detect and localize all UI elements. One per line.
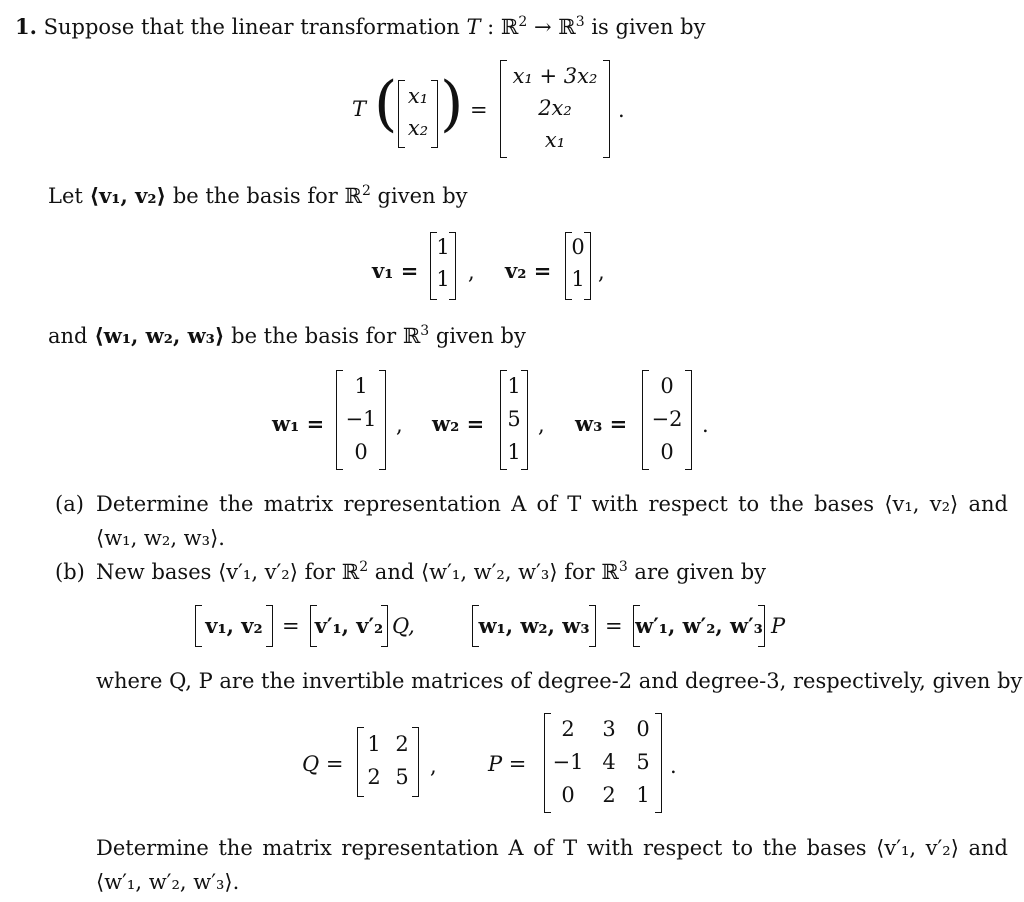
input-vector xyxy=(398,80,438,148)
right-paren: ) xyxy=(440,69,464,139)
transform-period: . xyxy=(618,98,625,122)
final-line2: ⟨w′₁, w′₂, w′₃⟩. xyxy=(96,870,240,894)
final-line1: Determine the matrix representation A of T with respect to the bases ⟨v′₁, v′₂⟩ and xyxy=(96,836,1008,860)
v1-vector: 1 1 xyxy=(430,232,456,300)
part-b-line1: New bases ⟨v′₁, v′₂⟩ for ℝ$^2$ and ⟨w′₁, w′₂, w′₃⟩ for ℝ$^3$ are given by xyxy=(96,559,767,584)
v2-label: v₂ = xyxy=(505,258,552,283)
where-text: where Q, P are the invertible matrices of degree-2 and degree-3, respectively, given by xyxy=(96,669,1023,693)
part-b-label: (b) xyxy=(55,560,85,584)
output-vector xyxy=(500,60,610,158)
codomain-symbol: ℝ$^3$ xyxy=(558,14,585,39)
v2-vector: 0 1 xyxy=(565,232,591,300)
w2-label: w₂ = xyxy=(432,411,485,436)
output-row-3: x₁ xyxy=(544,128,566,152)
domain-symbol: ℝ$^2$ xyxy=(500,14,528,39)
transform-T: T xyxy=(352,97,367,121)
intro-end: is given by xyxy=(591,15,706,39)
part-a-label: (a) xyxy=(55,492,84,516)
part-a-line1: Determine the matrix representation A of T with respect to the bases ⟨v₁, v₂⟩ and xyxy=(96,492,1008,516)
problem-statement xyxy=(15,14,705,39)
intro-text: Suppose that the linear transformation xyxy=(43,15,460,39)
Q-label: Q = xyxy=(302,752,344,776)
v-basis-tuple: ⟨v₁, v₂⟩ xyxy=(89,183,167,208)
problem-number: 1. xyxy=(15,14,37,39)
P-matrix: 2 3 0 −1 4 5 0 2 1 xyxy=(544,713,662,813)
map-symbol: T xyxy=(466,15,481,39)
output-row-2: 2x₂ xyxy=(538,96,572,120)
arrow-symbol: → xyxy=(533,15,552,39)
eq1-rhs: v′₁, v′₂ xyxy=(310,605,388,647)
w1-vector: 1 −1 0 xyxy=(336,370,386,470)
map-colon: : xyxy=(487,15,495,39)
w-basis-text: and ⟨w₁, w₂, w₃⟩ be the basis for ℝ$^3$ given by xyxy=(48,323,526,348)
Q-matrix: 1 2 2 5 xyxy=(357,727,419,797)
left-paren: ( xyxy=(374,69,398,139)
w3-label: w₃ = xyxy=(575,411,628,436)
input-x2: x₂ xyxy=(407,116,429,140)
w2-vector: 1 5 1 xyxy=(500,370,528,470)
v1-label: v₁ = xyxy=(372,258,419,283)
output-row-1: x₁ + 3x₂ xyxy=(512,64,598,88)
w1-label: w₁ = xyxy=(272,411,325,436)
part-a-line2: ⟨w₁, w₂, w₃⟩. xyxy=(96,526,225,550)
input-x1: x₁ xyxy=(407,84,429,108)
P-label: P = xyxy=(488,752,527,776)
eq1-lhs: v₁, v₂ xyxy=(195,605,273,647)
w-basis-tuple: ⟨w₁, w₂, w₃⟩ xyxy=(94,323,225,348)
transform-eq: = xyxy=(470,98,488,122)
w3-vector: 0 −2 0 xyxy=(642,370,692,470)
v-basis-text: Let ⟨v₁, v₂⟩ be the basis for ℝ$^2$ given by xyxy=(48,183,468,208)
eq2-lhs: w₁, w₂, w₃ xyxy=(472,605,596,647)
eq2-rhs: w′₁, w′₂, w′₃ xyxy=(633,605,765,647)
